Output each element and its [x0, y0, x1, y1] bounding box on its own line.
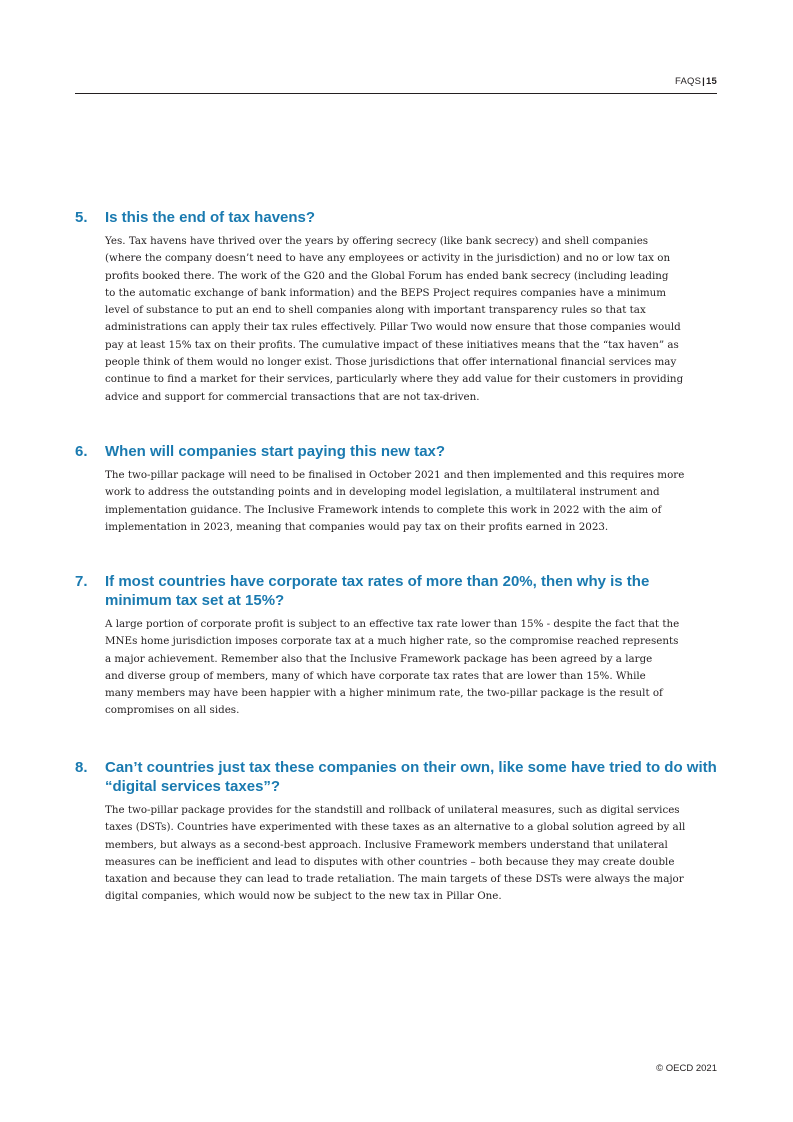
answer-line: administrations can apply their tax rules effectively. Pillar Two would now ensure that those companies would: [105, 321, 681, 334]
faq-item: [75, 758, 717, 906]
faq-question: [75, 758, 717, 796]
answer-line: to the automatic exchange of bank information) and the BEPS Project requires companies have a minimum: [105, 286, 666, 299]
answer-line: people think of them would no longer exist. Those jurisdictions that offer international financial services may: [105, 356, 677, 369]
faq-answer: [105, 233, 717, 406]
faq-question: [75, 572, 717, 610]
answer-line: MNEs home jurisdiction imposes corporate tax at a much higher rate, so the compromise reached represents: [105, 635, 679, 648]
faq-number: 8.: [75, 759, 88, 776]
answer-line: taxes (DSTs). Countries have experimented with these taxes as an alternative to a global solution agreed by all: [105, 821, 686, 834]
answer-line: taxation and because they can lead to trade retaliation. The main targets of these DSTs were always the major: [105, 873, 684, 886]
answer-line: a major achievement. Remember also that the Inclusive Framework package has been agreed by a large: [105, 652, 653, 665]
answer-line: members, but always as a second-best approach. Inclusive Framework members understand that unilateral: [105, 838, 668, 851]
header-separator: |: [702, 76, 706, 87]
answer-line: and diverse group of members, many of which have corporate tax rates that are lower than 15%. While: [105, 669, 646, 682]
faq-item: [75, 442, 717, 536]
faq-item: [75, 208, 717, 406]
answer-line: Yes. Tax havens have thrived over the years by offering secrecy (like bank secrecy) and shell companies: [105, 235, 649, 247]
faq-answer: [105, 802, 717, 906]
answer-line: (where the company doesn’t need to have any employees or activity in the jurisdiction) and no or low tax on: [105, 252, 671, 265]
answer-line: The two-pillar package provides for the standstill and rollback of unilateral measures, such as digital services: [105, 804, 680, 816]
answer-line: level of substance to put an end to shell companies along with important transparency rules so that tax: [105, 304, 646, 317]
answer-line: The two-pillar package will need to be finalised in October 2021 and then implemented and this requires more: [105, 469, 685, 481]
copyright-footer: © OECD 2021: [656, 1063, 717, 1074]
running-header: [675, 76, 717, 87]
answer-line: work to address the outstanding points and in developing model legislation, a multilateral instrument and: [105, 486, 660, 499]
answer-line: advice and support for commercial transactions that are not tax-driven.: [105, 390, 480, 403]
faq-question: [75, 208, 717, 227]
answer-line: continue to find a market for their services, particularly where they add value for their customers in providing: [105, 373, 684, 386]
answer-line: implementation guidance. The Inclusive Framework intends to complete this work in 2022 with the aim of: [105, 503, 662, 516]
answer-line: many members may have been happier with a higher minimum rate, the two-pillar package is the result of: [105, 687, 663, 700]
page-header: [75, 75, 717, 94]
faq-item: [75, 572, 717, 720]
answer-line: profits booked there. The work of the G20 and the Global Forum has ended bank secrecy (including leading: [105, 269, 669, 282]
answer-line: implementation in 2023, meaning that companies would pay tax on their profits earned in 2023.: [105, 520, 609, 533]
answer-line: digital companies, which would now be subject to the new tax in Pillar One.: [105, 890, 502, 903]
faq-answer: [105, 616, 717, 720]
answer-line: measures can be inefficient and lead to disputes with other countries – both because they may create double: [105, 855, 675, 868]
answer-line: A large portion of corporate profit is subject to an effective tax rate lower than 15% - despite the fact that the: [105, 618, 680, 630]
faq-number: 6.: [75, 443, 88, 460]
faq-question-text: If most countries have corporate tax rates of more than 20%, then why is the minimum tax set at 15%?: [105, 573, 650, 609]
faq-number: 7.: [75, 573, 88, 590]
answer-line: pay at least 15% tax on their profits. The cumulative impact of these initiatives means that the “tax haven” as: [105, 338, 679, 351]
section-label: FAQS: [675, 76, 702, 87]
faq-question-text: When will companies start paying this new tax?: [105, 443, 446, 460]
faq-question-text: Can’t countries just tax these companies on their own, like some have tried to do with “digital services taxes”?: [105, 759, 717, 795]
faq-question-text: Is this the end of tax havens?: [105, 209, 316, 226]
answer-line: compromises on all sides.: [105, 704, 240, 717]
faq-question: [75, 442, 717, 461]
page-number: 15: [706, 76, 717, 87]
faq-number: 5.: [75, 209, 88, 226]
faq-answer: [105, 467, 717, 536]
